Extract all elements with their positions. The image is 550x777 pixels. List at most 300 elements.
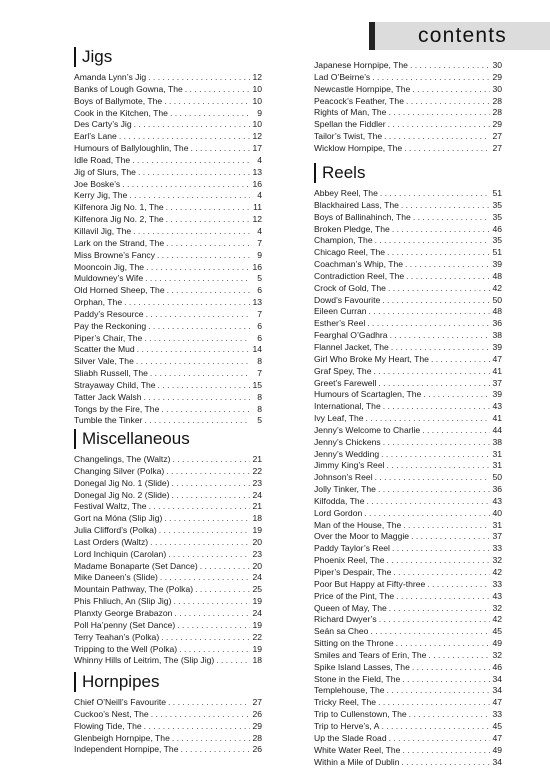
header-accent-bar: [369, 22, 375, 50]
tune-title: Smiles and Tears of Erin, The: [314, 649, 427, 660]
dot-leader: [144, 333, 250, 345]
page-number: 48: [492, 270, 502, 281]
toc-entry: [314, 662, 502, 674]
tune-title: Glenbeigh Hornpipe, The: [74, 732, 170, 743]
dot-leader: [389, 733, 490, 745]
tune-title: Abbey Reel, The: [314, 188, 378, 198]
dot-leader: [387, 685, 490, 697]
dot-leader: [382, 295, 490, 307]
page-number: 12: [252, 214, 262, 225]
dot-leader: [391, 342, 490, 354]
toc-entry: [74, 131, 262, 143]
dot-leader: [133, 226, 250, 238]
page-number: 6: [257, 332, 262, 343]
toc-entry: [314, 271, 502, 283]
tune-title: Kilfenora Jig No. 1, The: [74, 202, 164, 213]
toc-entry: [74, 108, 262, 120]
page-number: 11: [253, 202, 262, 213]
dot-leader: [388, 283, 490, 295]
dot-leader: [367, 318, 490, 330]
dot-leader: [375, 235, 490, 247]
tune-title: Madame Bonaparte (Set Dance): [74, 560, 198, 571]
page-number: 45: [492, 720, 502, 731]
tune-title: Piper’s Chair, The: [74, 332, 143, 343]
page-number: 47: [492, 697, 502, 708]
dot-leader: [145, 273, 250, 285]
dot-leader: [195, 584, 250, 596]
left-column: [74, 45, 262, 427]
tune-title: Lad O’Beirne’s: [314, 71, 371, 82]
tune-title: Girl Who Broke My Heart, The: [314, 353, 429, 364]
page-number: 14: [252, 344, 262, 355]
dot-leader: [129, 190, 250, 202]
dot-leader: [403, 520, 490, 532]
toc-entry: [314, 235, 502, 247]
toc-entry: [314, 318, 502, 330]
dot-leader: [166, 214, 250, 226]
dot-leader: [190, 143, 250, 155]
dot-leader: [381, 721, 490, 733]
tune-title: Gort na Móna (Slip Jig): [74, 513, 163, 524]
toc-entry: [74, 238, 262, 250]
tune-title: Jenny’s Welcome to Charlie: [314, 424, 421, 435]
toc-entry: [314, 531, 502, 543]
dot-leader: [172, 454, 250, 466]
tune-title: Jig of Slurs, The: [74, 166, 136, 177]
toc-entry: [314, 437, 502, 449]
page-number: 19: [252, 643, 262, 654]
dot-leader: [168, 697, 250, 709]
toc-entry: [74, 392, 262, 404]
tune-title: Greet’s Farewell: [314, 377, 377, 388]
tune-title: Tumble the Tinker: [74, 415, 143, 426]
toc-entry: [314, 543, 502, 555]
page-number: 5: [257, 273, 262, 284]
tune-title: Independent Hornpipe, The: [74, 744, 179, 755]
page-number: 35: [492, 235, 502, 246]
page-number: 39: [492, 341, 502, 352]
tune-title: Lord Inchiquin (Carolan): [74, 548, 167, 559]
page-number: 7: [257, 237, 262, 248]
toc-entry: [74, 96, 262, 108]
dot-leader: [379, 614, 490, 626]
tune-title: Tongs by the Fire, The: [74, 403, 160, 414]
dot-leader: [383, 401, 490, 413]
toc-entry: [74, 632, 262, 644]
dot-leader: [157, 250, 250, 262]
toc-entry: [314, 745, 502, 757]
tune-title: Miss Browne’s Fancy: [74, 249, 156, 260]
reels-list: [314, 188, 502, 768]
dot-leader: [393, 567, 490, 579]
dot-leader: [137, 344, 250, 356]
dot-leader: [380, 188, 490, 200]
tune-title: Lark on the Strand, The: [74, 237, 165, 248]
dot-leader: [389, 603, 490, 615]
toc-entry: [74, 501, 262, 513]
dot-leader: [168, 549, 250, 561]
toc-entry: [314, 224, 502, 236]
tune-title: Spellan the Fiddler: [314, 119, 386, 130]
toc-entry: [314, 378, 502, 390]
dot-leader: [144, 721, 250, 733]
tune-title: Coachman’s Whip, The: [314, 259, 404, 270]
toc-entry: [314, 449, 502, 461]
toc-entry: [74, 226, 262, 238]
page-number: 45: [492, 626, 502, 637]
tune-title: Newcastle Hornpipe, The: [314, 83, 411, 94]
dot-leader: [369, 306, 490, 318]
toc-entry: [314, 709, 502, 721]
page-number: 17: [252, 143, 262, 154]
tune-title: Mike Daneen’s (Slide): [74, 572, 158, 583]
toc-entry: [314, 460, 502, 472]
hornpipes-column-block: [74, 670, 262, 756]
tune-title: Muldowney’s Wife: [74, 273, 144, 284]
tune-title: Man of the House, The: [314, 519, 402, 530]
tune-title: Cook in the Kitchen, The: [74, 107, 168, 118]
tune-title: Humours of Ballyloughlin, The: [74, 143, 189, 154]
tune-title: White Water Reel, The: [314, 744, 401, 755]
toc-entry: [314, 425, 502, 437]
tune-title: Julia Clifford’s (Polka): [74, 525, 157, 536]
dot-leader: [383, 437, 490, 449]
toc-entry: [314, 638, 502, 650]
tune-title: Poor But Happy at Fifty-three: [314, 578, 426, 589]
tune-title: Dowd’s Favourite: [314, 294, 381, 305]
dot-leader: [428, 650, 490, 662]
page-number: 39: [492, 259, 502, 270]
toc-entry: [314, 697, 502, 709]
tune-title: Tailor’s Twist, The: [314, 131, 383, 142]
toc-entry: [74, 478, 262, 490]
page-number: 8: [257, 391, 262, 402]
dot-leader: [366, 496, 490, 508]
page-number: 33: [492, 543, 502, 554]
tune-title: Flannel Jacket, The: [314, 341, 389, 352]
page-number: 48: [492, 306, 502, 317]
dot-leader: [149, 501, 250, 513]
page-number: 49: [492, 744, 502, 755]
dot-leader: [401, 200, 490, 212]
dot-leader: [172, 733, 250, 745]
page-number: 39: [492, 389, 502, 400]
page-number: 29: [492, 119, 502, 130]
dot-leader: [411, 531, 490, 543]
section-title-reels: Reels: [314, 161, 502, 185]
tune-title: Whinny Hills of Leitrim, The (Slip Jig): [74, 655, 215, 666]
tune-title: Mooncoin Jig, The: [74, 261, 145, 272]
tune-title: Jolly Tinker, The: [314, 484, 376, 495]
toc-entry: [74, 490, 262, 502]
dot-leader: [431, 354, 490, 366]
page-number: 30: [492, 60, 502, 70]
dot-leader: [119, 131, 250, 143]
dot-leader: [387, 460, 490, 472]
toc-entry: [314, 330, 502, 342]
dot-leader: [402, 745, 490, 757]
toc-entry: [74, 250, 262, 262]
page-number: 43: [492, 401, 502, 412]
dot-leader: [166, 466, 250, 478]
tune-title: Killavil Jig, The: [74, 225, 132, 236]
toc-entry: [314, 591, 502, 603]
tune-title: International, The: [314, 401, 381, 412]
dot-leader: [427, 579, 490, 591]
dot-leader: [409, 709, 490, 721]
page-number: 47: [492, 353, 502, 364]
dot-leader: [388, 119, 490, 131]
dot-leader: [158, 380, 250, 392]
toc-entry: [74, 596, 262, 608]
page-number: 36: [492, 318, 502, 329]
dot-leader: [132, 155, 250, 167]
page-number: 51: [492, 247, 502, 258]
toc-entry: [74, 584, 262, 596]
page-number: 29: [252, 720, 262, 731]
toc-entry: [74, 415, 262, 427]
tune-title: Within a Mile of Dublin: [314, 756, 400, 767]
tune-title: Silver Vale, The: [74, 356, 134, 367]
tune-title: Orphan, The: [74, 297, 123, 308]
section-title-jigs: Jigs: [74, 45, 262, 69]
page-number: 28: [252, 732, 262, 743]
dot-leader: [200, 561, 250, 573]
page-number: 44: [492, 424, 502, 435]
dot-leader: [384, 131, 490, 143]
toc-entry: [314, 107, 502, 119]
page-number: 19: [252, 619, 262, 630]
toc-entry: [74, 549, 262, 561]
dot-leader: [166, 202, 250, 214]
tune-title: Tricky Reel, The: [314, 697, 377, 708]
toc-entry: [314, 212, 502, 224]
page-number: 6: [257, 285, 262, 296]
hornpipes-continued-block: [314, 60, 502, 155]
page-number: 13: [252, 166, 262, 177]
tune-title: Ivy Leaf, The: [314, 413, 364, 424]
tune-title: Queen of May, The: [314, 602, 387, 613]
tune-title: Peacock’s Feather, The: [314, 95, 404, 106]
page-number: 31: [492, 460, 502, 471]
dot-leader: [146, 309, 250, 321]
toc-entry: [314, 472, 502, 484]
page-number: 37: [492, 531, 502, 542]
toc-entry: [74, 84, 262, 96]
toc-entry: [314, 84, 502, 96]
tune-title: Johnson’s Reel: [314, 472, 373, 483]
dot-leader: [180, 744, 250, 756]
dot-leader: [151, 709, 250, 721]
page-number: 24: [252, 607, 262, 618]
page-number: 7: [257, 308, 262, 319]
toc-entry: [74, 561, 262, 573]
dot-leader: [396, 638, 490, 650]
page-number: 26: [252, 744, 262, 755]
dot-leader: [422, 425, 490, 437]
toc-entry: [314, 354, 502, 366]
toc-entry: [74, 333, 262, 345]
dot-leader: [406, 96, 490, 108]
page-number: 28: [492, 95, 502, 106]
toc-entry: [314, 757, 502, 769]
toc-entry: [314, 401, 502, 413]
dot-leader: [136, 356, 250, 368]
tune-title: Up the Slade Road: [314, 732, 387, 743]
tune-title: Graf Spey, The: [314, 365, 372, 376]
toc-entry: [314, 614, 502, 626]
tune-title: Broken Pledge, The: [314, 223, 390, 234]
page-number: 34: [492, 685, 502, 696]
page-number: 21: [252, 501, 262, 512]
toc-entry: [314, 496, 502, 508]
dot-leader: [172, 490, 250, 502]
tune-title: Old Horned Sheep, The: [74, 285, 165, 296]
page-number: 4: [257, 225, 262, 236]
dot-leader: [122, 179, 250, 191]
tune-title: Strayaway Child, The: [74, 379, 156, 390]
toc-entry: [74, 344, 262, 356]
tune-title: Chicago Reel, The: [314, 247, 386, 258]
page-number: 27: [252, 697, 262, 707]
tune-title: Terry Teahan’s (Polka): [74, 631, 160, 642]
page-number: 46: [492, 223, 502, 234]
toc-entry: [74, 655, 262, 667]
toc-entry: [314, 579, 502, 591]
page-number: 10: [252, 83, 262, 94]
dot-leader: [378, 484, 490, 496]
toc-entry: [74, 202, 262, 214]
toc-entry: [74, 513, 262, 525]
page-number: 27: [492, 142, 502, 153]
toc-entry: [74, 190, 262, 202]
dot-leader: [124, 297, 250, 309]
tune-title: Donegal Jig No. 1 (Slide): [74, 477, 170, 488]
page-number: 24: [252, 489, 262, 500]
toc-entry: [314, 188, 502, 200]
page-number: 36: [492, 484, 502, 495]
toc-entry: [74, 608, 262, 620]
toc-entry: [74, 155, 262, 167]
tune-title: Seán sa Cheo: [314, 626, 369, 637]
tune-title: Jenny’s Chickens: [314, 436, 381, 447]
dot-leader: [366, 413, 490, 425]
page-number: 23: [252, 548, 262, 559]
dot-leader: [404, 143, 490, 155]
toc-entry: [74, 709, 262, 721]
page-number: 23: [252, 477, 262, 488]
toc-entry: [74, 356, 262, 368]
page-number: 16: [252, 261, 262, 272]
dot-leader: [402, 674, 490, 686]
dot-leader: [159, 525, 250, 537]
dot-leader: [373, 366, 490, 378]
toc-entry: [74, 525, 262, 537]
toc-entry: [314, 721, 502, 733]
tune-title: Champion, The: [314, 235, 373, 246]
toc-entry: [74, 179, 262, 191]
dot-leader: [381, 449, 490, 461]
page-number: 22: [252, 631, 262, 642]
page-number: 24: [252, 572, 262, 583]
toc-entry: [74, 273, 262, 285]
toc-entry: [74, 744, 262, 756]
tune-title: Jimmy King’s Reel: [314, 460, 385, 471]
tune-title: Des Carty’s Jig: [74, 119, 132, 130]
tune-title: Idle Road, The: [74, 154, 131, 165]
toc-entry: [314, 508, 502, 520]
page-number: 19: [252, 525, 262, 536]
dot-leader: [170, 108, 250, 120]
page-number: 51: [492, 188, 502, 198]
toc-entry: [74, 214, 262, 226]
contents-header: [369, 22, 550, 50]
dot-leader: [150, 537, 250, 549]
tune-title: Lord Gordon: [314, 507, 363, 518]
dot-leader: [405, 259, 490, 271]
tune-title: Cuckoo’s Nest, The: [74, 708, 149, 719]
page-number: 40: [492, 507, 502, 518]
tune-title: Price of the Pint, The: [314, 590, 395, 601]
page-number: 46: [492, 661, 502, 672]
dot-leader: [396, 591, 490, 603]
toc-entry: [74, 697, 262, 709]
tune-title: Phis Fhliuch, An (Slip Jig): [74, 596, 172, 607]
tune-title: Templehouse, The: [314, 685, 385, 696]
tune-title: Richard Dwyer’s: [314, 614, 377, 625]
page-number: 10: [252, 119, 262, 130]
toc-entry: [74, 297, 262, 309]
tune-title: Paddy Taylor’s Reel: [314, 543, 390, 554]
page-number: 15: [252, 379, 262, 390]
page-number: 29: [492, 71, 502, 82]
dot-leader: [372, 72, 490, 84]
page-number: 35: [492, 211, 502, 222]
page-number: 9: [257, 249, 262, 260]
toc-entry: [74, 309, 262, 321]
tune-title: Jenny’s Wedding: [314, 448, 380, 459]
page-number: 13: [252, 297, 262, 308]
toc-entry: [74, 285, 262, 297]
page-number: 8: [257, 356, 262, 367]
toc-entry: [314, 143, 502, 155]
hornpipes-list: [74, 697, 262, 756]
toc-entry: [314, 247, 502, 259]
dot-leader: [423, 389, 490, 401]
page-number: 42: [492, 282, 502, 293]
toc-entry: [74, 620, 262, 632]
toc-entry: [74, 466, 262, 478]
toc-entry: [314, 674, 502, 686]
tune-title: Chief O’Neill’s Favourite: [74, 697, 167, 707]
page-number: 16: [252, 178, 262, 189]
page-number: 12: [252, 131, 262, 142]
tune-title: Phoenix Reel, The: [314, 555, 385, 566]
page-number: 38: [492, 330, 502, 341]
page-number: 43: [492, 495, 502, 506]
page-number: 4: [257, 190, 262, 201]
toc-entry: [74, 572, 262, 584]
tune-title: Stone in the Field, The: [314, 673, 401, 684]
dot-leader: [161, 632, 250, 644]
dot-leader: [378, 378, 490, 390]
page-number: 32: [492, 555, 502, 566]
dot-leader: [406, 271, 490, 283]
toc-entry: [74, 119, 262, 131]
dot-leader: [364, 508, 490, 520]
dot-leader: [164, 96, 250, 108]
toc-entry: [314, 484, 502, 496]
